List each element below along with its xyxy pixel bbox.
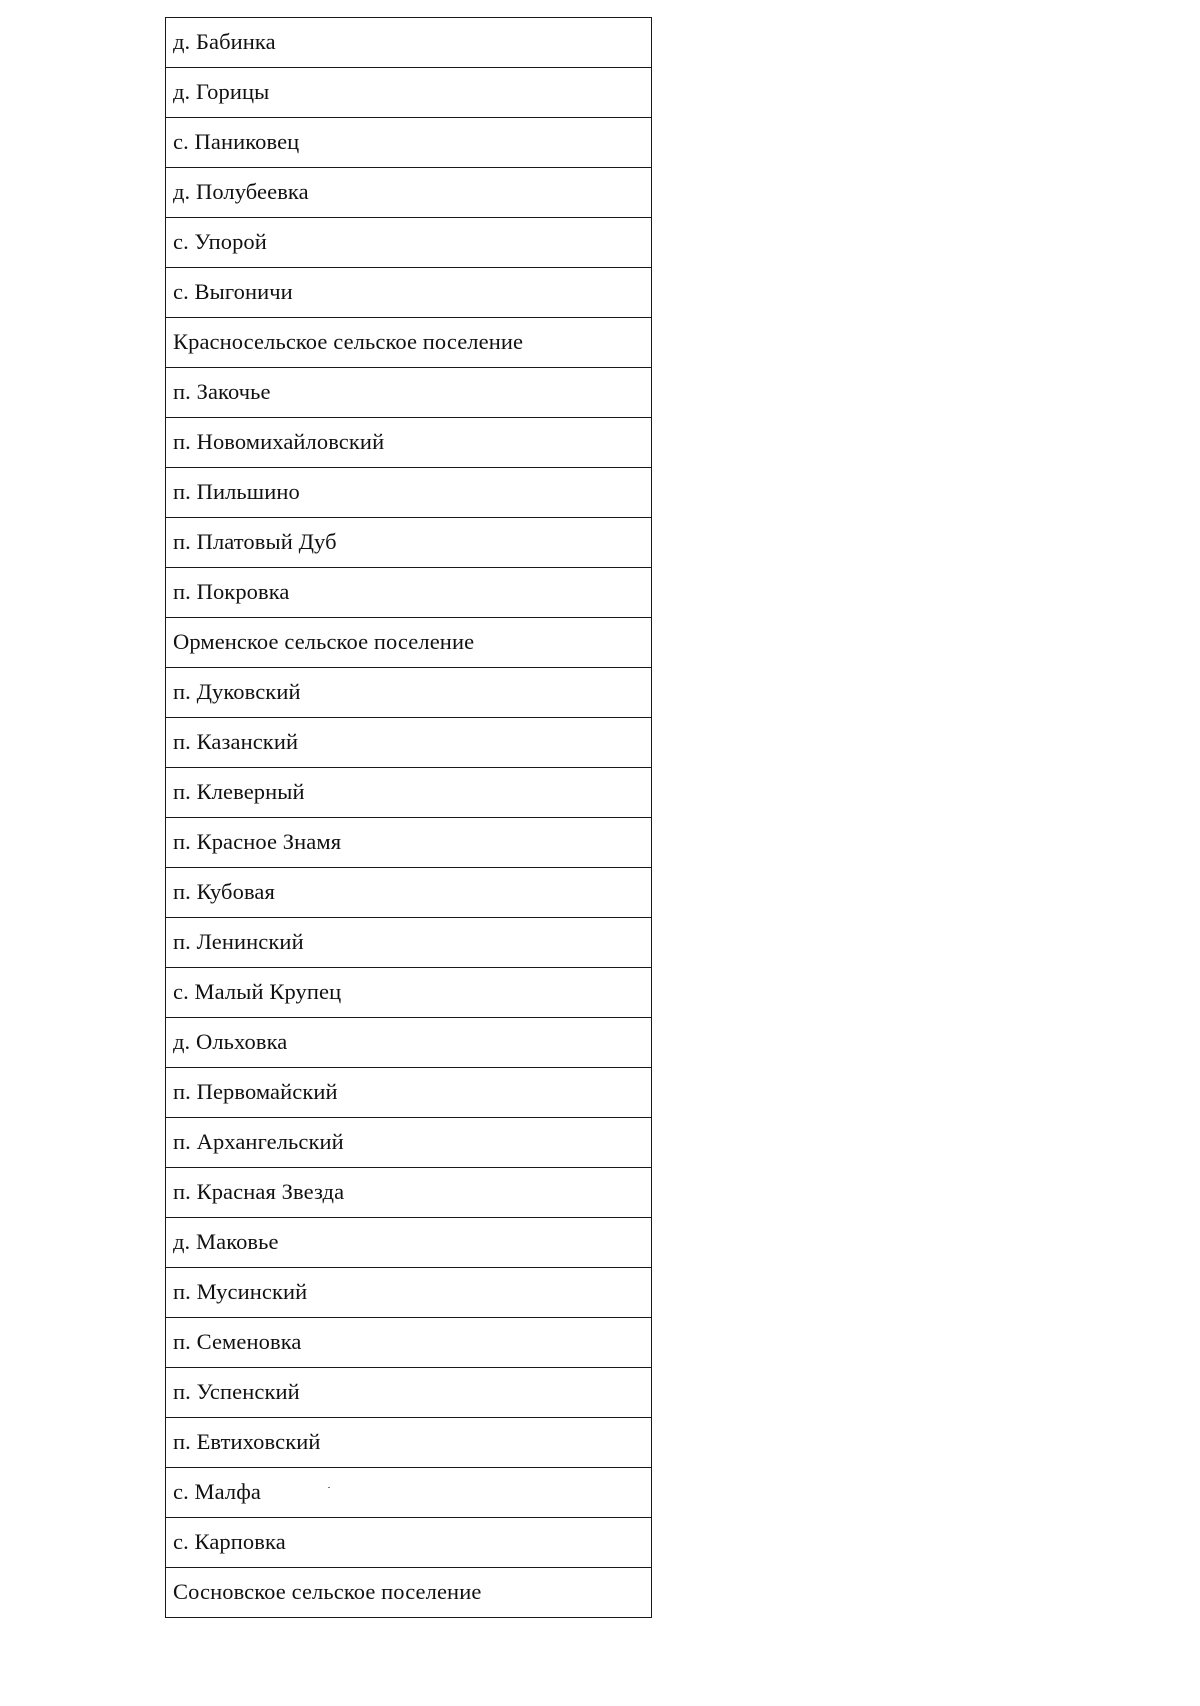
settlement-row (166, 1468, 652, 1518)
municipality-row (166, 318, 652, 368)
settlement-name-cell: с. Карповка (166, 1518, 652, 1568)
settlement-name-cell: п. Платовый Дуб (166, 518, 652, 568)
settlement-name-cell: п. Евтиховский (166, 1418, 652, 1468)
settlement-row (166, 68, 652, 118)
settlement-row (166, 218, 652, 268)
settlement-row (166, 818, 652, 868)
settlement-name-cell: с. Паниковец (166, 118, 652, 168)
settlement-row (166, 1018, 652, 1068)
settlement-row (166, 18, 652, 68)
settlement-name-cell: д. Ольховка (166, 1018, 652, 1068)
settlement-name-cell: п. Архангельский (166, 1118, 652, 1168)
municipality-name-cell: Сосновское сельское поселение (166, 1568, 652, 1618)
settlement-name-cell: с. Малфа (166, 1468, 652, 1518)
settlement-name-cell: п. Красная Звезда (166, 1168, 652, 1218)
settlement-name-cell: п. Первомайский (166, 1068, 652, 1118)
settlement-row (166, 1118, 652, 1168)
settlement-row (166, 268, 652, 318)
settlement-name-cell: п. Семеновка (166, 1318, 652, 1368)
settlement-name-cell: п. Ленинский (166, 918, 652, 968)
settlement-row (166, 418, 652, 468)
settlement-row (166, 118, 652, 168)
scan-speck (328, 1487, 330, 1488)
settlement-row (166, 868, 652, 918)
settlement-row (166, 768, 652, 818)
settlement-row (166, 1268, 652, 1318)
settlement-name-cell: п. Новомихайловский (166, 418, 652, 468)
settlement-row (166, 168, 652, 218)
settlement-row (166, 1518, 652, 1568)
settlement-name-cell: п. Клеверный (166, 768, 652, 818)
settlement-name-cell: п. Красное Знамя (166, 818, 652, 868)
settlement-name-cell: п. Пильшино (166, 468, 652, 518)
settlement-name-cell: п. Мусинский (166, 1268, 652, 1318)
settlement-name-cell: д. Маковье (166, 1218, 652, 1268)
settlement-row (166, 468, 652, 518)
settlement-row (166, 1418, 652, 1468)
settlement-row (166, 718, 652, 768)
settlement-row (166, 568, 652, 618)
municipality-row (166, 618, 652, 668)
settlement-row (166, 368, 652, 418)
municipality-row (166, 1568, 652, 1618)
settlement-name-cell: с. Упорой (166, 218, 652, 268)
settlement-name-cell: д. Бабинка (166, 18, 652, 68)
settlement-row (166, 968, 652, 1018)
settlement-name-cell: п. Закочье (166, 368, 652, 418)
settlement-name-cell: п. Кубовая (166, 868, 652, 918)
settlement-name-cell: п. Казанский (166, 718, 652, 768)
settlement-name-cell: п. Дуковский (166, 668, 652, 718)
settlement-name-cell: с. Выгоничи (166, 268, 652, 318)
settlement-row (166, 1368, 652, 1418)
settlement-row (166, 668, 652, 718)
settlement-name-cell: п. Успенский (166, 1368, 652, 1418)
settlement-row (166, 1218, 652, 1268)
settlement-row (166, 518, 652, 568)
settlement-table (165, 17, 652, 1618)
settlement-name-cell: с. Малый Крупец (166, 968, 652, 1018)
settlement-row (166, 1068, 652, 1118)
settlement-row (166, 918, 652, 968)
municipality-name-cell: Красносельское сельское поселение (166, 318, 652, 368)
settlement-row (166, 1318, 652, 1368)
settlement-row (166, 1168, 652, 1218)
settlement-name-cell: п. Покровка (166, 568, 652, 618)
settlement-name-cell: д. Полубеевка (166, 168, 652, 218)
municipality-name-cell: Орменское сельское поселение (166, 618, 652, 668)
settlement-table-body (166, 18, 652, 1618)
settlement-name-cell: д. Горицы (166, 68, 652, 118)
